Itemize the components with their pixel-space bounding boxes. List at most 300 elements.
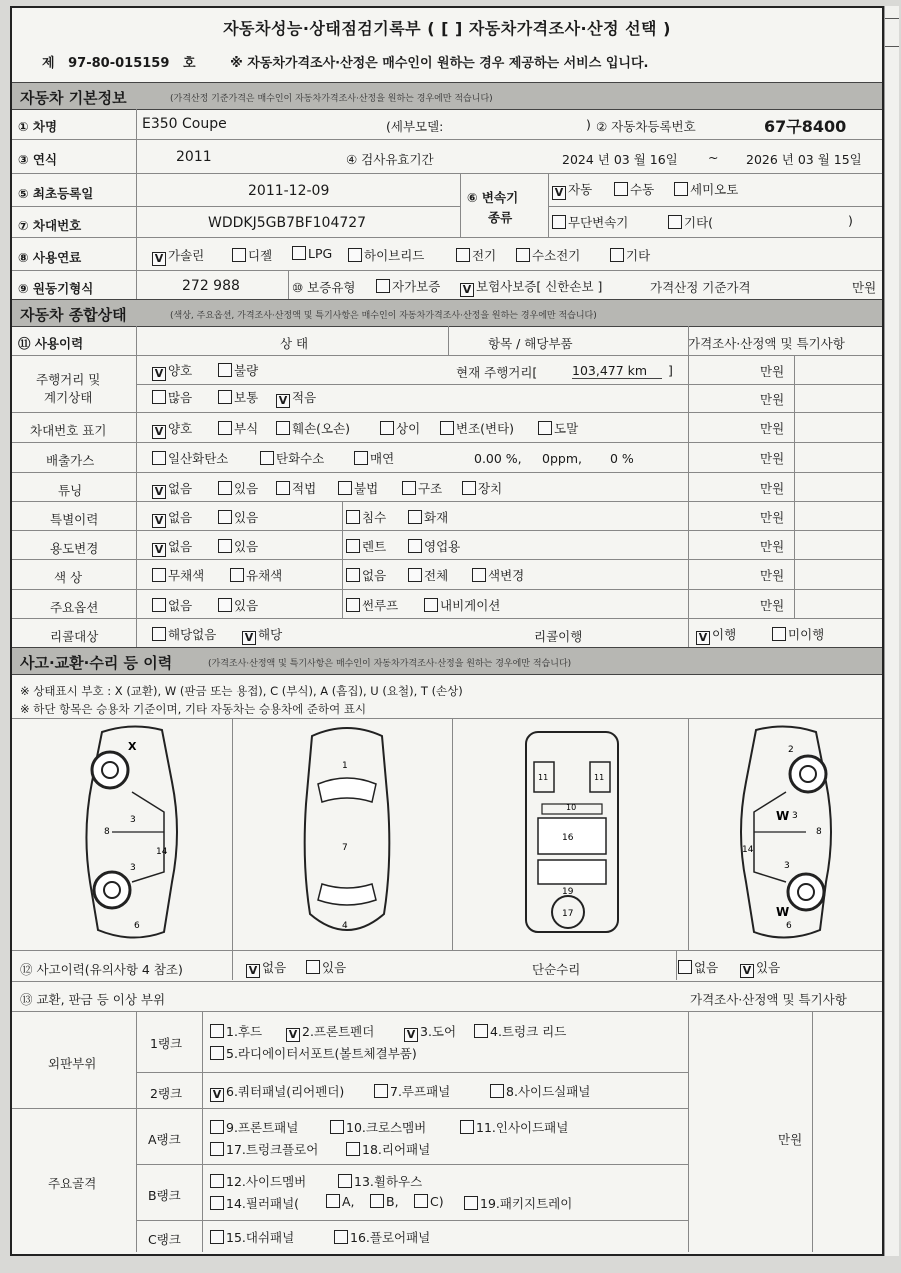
- color-chromatic[interactable]: [230, 566, 282, 584]
- mileage-normal[interactable]: [218, 388, 258, 406]
- status-symbol-legend: ※ 상태표시 부호 : X (교환), W (판금 또는 용접), C (부식), A (흠집), U (요철), T (손상): [20, 684, 463, 698]
- special-exists-label: 있음: [234, 510, 259, 525]
- trans-auto-label: 자동: [568, 182, 593, 197]
- color-none-label: 없음: [362, 568, 387, 583]
- options-navigation-checkbox[interactable]: [424, 598, 438, 612]
- trans-other-label: 기타(: [684, 215, 714, 230]
- warranty-self[interactable]: [376, 277, 440, 295]
- smoke-value: 0 %: [610, 451, 634, 466]
- use-change-rent-checkbox[interactable]: [346, 539, 360, 553]
- emission-co-checkbox[interactable]: [152, 451, 166, 465]
- recall-done[interactable]: [696, 625, 736, 645]
- use-change-none-checkbox[interactable]: V: [152, 543, 166, 557]
- special-fire-checkbox[interactable]: [408, 510, 422, 524]
- fuel-electric-label: 전기: [472, 248, 497, 263]
- fuel-lpg[interactable]: [292, 246, 332, 261]
- mileage-label-1: 주행거리 및: [36, 372, 101, 387]
- vin-mark-erased[interactable]: [538, 419, 578, 437]
- car-left-side-diagram: [72, 722, 192, 944]
- simple-repair-none-checkbox[interactable]: [678, 960, 692, 974]
- emission-smoke-checkbox[interactable]: [354, 451, 368, 465]
- color-change[interactable]: [472, 566, 524, 584]
- part-radiator-support[interactable]: [210, 1044, 417, 1062]
- fuel-electric[interactable]: [456, 246, 496, 264]
- fuel-electric-checkbox[interactable]: [456, 248, 470, 262]
- recall-none-checkbox[interactable]: [152, 627, 166, 641]
- part-pillar-panel-label: 14.필러패널(: [226, 1196, 300, 1211]
- part-pillar-panel-checkbox[interactable]: [210, 1196, 224, 1210]
- part-front-fender-checkbox[interactable]: V: [286, 1028, 300, 1042]
- color-whole-label: 전체: [424, 568, 449, 583]
- use-change-exists-checkbox[interactable]: [218, 539, 232, 553]
- tuning-structure-checkbox[interactable]: [402, 481, 416, 495]
- tuning-illegal-checkbox[interactable]: [338, 481, 352, 495]
- fuel-diesel[interactable]: [232, 246, 272, 264]
- recall-not-done-text: 미이행: [788, 627, 825, 642]
- row-first-reg: [12, 174, 882, 206]
- vin-mark-damage-checkbox[interactable]: [276, 421, 290, 435]
- part-radiator-support-checkbox[interactable]: [210, 1046, 224, 1060]
- part-pillar-b-checkbox[interactable]: [370, 1194, 384, 1208]
- trans-other-close: ): [848, 213, 853, 228]
- parts-price-unit: 만원: [778, 1132, 803, 1147]
- part-dash-panel-checkbox[interactable]: [210, 1230, 224, 1244]
- fuel-gasoline-checkbox[interactable]: V: [152, 252, 166, 266]
- part-dash-panel-label: 15.대쉬패널: [226, 1230, 295, 1245]
- fuel-hybrid-checkbox[interactable]: [348, 248, 362, 262]
- color-none[interactable]: [346, 566, 386, 584]
- reg-no: 67구8400: [764, 117, 847, 136]
- part-door[interactable]: [404, 1022, 456, 1042]
- diagram-label-3a: 3: [130, 815, 136, 825]
- accident-none-checkbox[interactable]: V: [246, 964, 260, 978]
- part-trunk-floor-label: 17.트렁크플로어: [226, 1142, 319, 1157]
- vin-mark-altered-label: 변조(변타): [456, 421, 515, 436]
- trans-semi-checkbox[interactable]: [674, 182, 688, 196]
- part-wheel-house-checkbox[interactable]: [338, 1174, 352, 1188]
- diagram-label-6: 6: [134, 921, 140, 931]
- simple-repair-label: 단순수리: [532, 962, 581, 977]
- main-frame-label: 주요골격: [48, 1176, 97, 1191]
- row-year: [12, 140, 882, 174]
- color-change-checkbox[interactable]: [472, 568, 486, 582]
- part-package-tray[interactable]: [464, 1194, 572, 1212]
- doc-no: 97-80-015159: [68, 56, 170, 71]
- color-achromatic-checkbox[interactable]: [152, 568, 166, 582]
- trans-manual-label: 수동: [630, 182, 655, 197]
- recall-not-done-checkbox[interactable]: [772, 627, 786, 641]
- use-change-none-label: 없음: [168, 539, 193, 554]
- mileage-few-checkbox[interactable]: V: [276, 394, 290, 408]
- mileage-good[interactable]: [152, 361, 192, 381]
- part-wheel-house-label: 13.휠하우스: [354, 1174, 423, 1189]
- next-page-edge: [884, 6, 899, 1256]
- fuel-lpg-checkbox[interactable]: [292, 246, 306, 260]
- recall-done-checkbox[interactable]: V: [696, 631, 710, 645]
- exchange-price-col: 가격조사·산정액 및 특기사항: [690, 992, 847, 1007]
- part-hood-checkbox[interactable]: [210, 1024, 224, 1038]
- part-trunk-floor[interactable]: [210, 1140, 318, 1158]
- use-change-business-label: 영업용: [424, 539, 461, 554]
- fuel-hydrogen-checkbox[interactable]: [516, 248, 530, 262]
- vin-mark-altered-checkbox[interactable]: [440, 421, 454, 435]
- part-floor-panel[interactable]: [334, 1228, 430, 1246]
- warranty-insurance-label: 보험사보증[ 신한손보 ]: [476, 279, 603, 294]
- warranty-insurance[interactable]: [460, 277, 602, 297]
- tuning-illegal-label: 불법: [354, 481, 379, 496]
- diagram-label-1: 1: [342, 761, 348, 771]
- car-frame-diagram: [512, 722, 632, 944]
- part-trunk-floor-checkbox[interactable]: [210, 1142, 224, 1156]
- part-pillar-c-checkbox[interactable]: [414, 1194, 428, 1208]
- warranty-self-label: 자가보증: [392, 279, 441, 294]
- part-pillar-a[interactable]: [326, 1194, 355, 1209]
- recall-yes-label: 해당: [258, 627, 283, 642]
- fuel-hybrid-label: 하이브리드: [364, 248, 425, 263]
- service-notice: ※ 자동차가격조사·산정은 매수인이 원하는 경우 제공하는 서비스 입니다.: [230, 56, 649, 71]
- part-inside-panel-checkbox[interactable]: [460, 1120, 474, 1134]
- tuning-exists[interactable]: [218, 479, 258, 497]
- part-inside-panel-label: 11.인사이드패널: [476, 1120, 569, 1135]
- diagram-label-4: 4: [342, 921, 348, 931]
- part-roof-panel[interactable]: [374, 1082, 450, 1100]
- mileage-bad[interactable]: [218, 361, 258, 379]
- part-pillar-c[interactable]: [414, 1194, 444, 1209]
- fuel-other[interactable]: [610, 246, 650, 264]
- vin-mark-corrode-label: 부식: [234, 421, 259, 436]
- special-exists[interactable]: [218, 508, 258, 526]
- accident-history-note: (가격조사·산정액 및 특기사항은 매수인이 자동차가격조사·산정을 원하는 경우에만 적습니다): [208, 659, 572, 669]
- emission-smoke[interactable]: [354, 449, 394, 467]
- tuning-device[interactable]: [462, 479, 502, 497]
- overall-status-note: (색상, 주요옵션, 가격조사·산정액 및 특기사항은 매수인이 자동차가격조사·산정을 원하는 경우에만 적습니다): [170, 311, 597, 321]
- transmission-label-1: ⑥ 변속기: [467, 190, 519, 205]
- part-quarter-panel-checkbox[interactable]: V: [210, 1088, 224, 1102]
- part-wheel-house[interactable]: [338, 1172, 422, 1190]
- part-front-fender-label: 2.프론트펜더: [302, 1024, 375, 1039]
- tuning-none[interactable]: [152, 479, 192, 499]
- vin-mark-unit: 만원: [760, 421, 785, 436]
- vin-mark-corrode[interactable]: [218, 419, 258, 437]
- diagram-label-11b: 11: [594, 773, 605, 782]
- color-achromatic[interactable]: [152, 566, 204, 584]
- color-label: 색 상: [54, 570, 83, 585]
- part-side-member[interactable]: [210, 1172, 306, 1190]
- use-change-business[interactable]: [408, 537, 460, 555]
- rank-b-label: B랭크: [148, 1188, 181, 1203]
- fuel-diesel-label: 디젤: [248, 248, 273, 263]
- accident-exists[interactable]: [306, 958, 346, 976]
- part-door-label: 3.도어: [420, 1024, 457, 1039]
- options-none[interactable]: [152, 596, 192, 614]
- tuning-exists-label: 있음: [234, 481, 259, 496]
- special-flood[interactable]: [346, 508, 386, 526]
- options-sunroof-checkbox[interactable]: [346, 598, 360, 612]
- part-side-sill-checkbox[interactable]: [490, 1084, 504, 1098]
- tuning-structure-label: 구조: [418, 481, 443, 496]
- first-reg-label: ⑤ 최초등록일: [18, 186, 94, 201]
- part-rear-panel-label: 18.리어패널: [362, 1142, 431, 1157]
- row-use-change: [12, 531, 882, 560]
- fuel-hydrogen[interactable]: [516, 246, 580, 264]
- trans-manual[interactable]: [614, 180, 654, 198]
- inspect-period-label: ④ 검사유효기간: [346, 152, 434, 167]
- part-rear-panel[interactable]: [346, 1140, 430, 1158]
- diagram-label-7: 7: [342, 843, 348, 853]
- vin-mark-label: 차대번호 표기: [30, 423, 107, 438]
- car-top-view-diagram: [292, 724, 402, 942]
- part-floor-panel-label: 16.플로어패널: [350, 1230, 431, 1245]
- emission-co-label: 일산화탄소: [168, 451, 229, 466]
- diagram-label-6b: 6: [786, 921, 792, 931]
- rank-c-label: C랭크: [148, 1232, 181, 1247]
- trans-auto-checkbox[interactable]: V: [552, 186, 566, 200]
- color-change-label: 색변경: [488, 568, 525, 583]
- diagram-label-11a: 11: [538, 773, 549, 782]
- part-pillar-panel[interactable]: [210, 1194, 299, 1212]
- recall-none[interactable]: [152, 625, 216, 643]
- emission-label: 배출가스: [46, 453, 95, 468]
- tuning-legal-checkbox[interactable]: [276, 481, 290, 495]
- part-hood[interactable]: [210, 1022, 262, 1040]
- trans-cvt-label: 무단변속기: [568, 215, 629, 230]
- vin-mark-mismatch-checkbox[interactable]: [380, 421, 394, 435]
- options-none-checkbox[interactable]: [152, 598, 166, 612]
- accident-history-header: [12, 647, 882, 675]
- co-value: 0.00 %,: [474, 451, 522, 466]
- options-unit: 만원: [760, 598, 785, 613]
- color-whole[interactable]: [408, 566, 448, 584]
- tuning-structure[interactable]: [402, 479, 442, 497]
- mileage-few[interactable]: [276, 388, 316, 408]
- part-front-fender[interactable]: [286, 1022, 374, 1042]
- part-trunk-lid-label: 4.트렁크 리드: [490, 1024, 567, 1039]
- part-front-panel-checkbox[interactable]: [210, 1120, 224, 1134]
- mileage-normal-checkbox[interactable]: [218, 390, 232, 404]
- recall-none-label: 해당없음: [168, 627, 217, 642]
- use-change-none[interactable]: [152, 537, 192, 557]
- part-rear-panel-checkbox[interactable]: [346, 1142, 360, 1156]
- options-exists[interactable]: [218, 596, 258, 614]
- color-chromatic-checkbox[interactable]: [230, 568, 244, 582]
- overall-status-title: 자동차 종합상태: [20, 306, 127, 324]
- mileage-good-label: 양호: [168, 363, 193, 378]
- use-change-unit: 만원: [760, 539, 785, 554]
- detail-model-label: (세부모델:: [386, 119, 444, 134]
- car-right-side-diagram: [726, 722, 846, 944]
- row-options: [12, 590, 882, 619]
- part-cross-member[interactable]: [330, 1118, 426, 1136]
- vin-mark-good-checkbox[interactable]: V: [152, 425, 166, 439]
- options-label: 주요옵션: [50, 600, 99, 615]
- tuning-exists-checkbox[interactable]: [218, 481, 232, 495]
- part-trunk-lid-checkbox[interactable]: [474, 1024, 488, 1038]
- exterior-label: 외판부위: [48, 1056, 97, 1071]
- use-history-label: ⑪ 사용이력: [18, 336, 84, 351]
- special-exists-checkbox[interactable]: [218, 510, 232, 524]
- tuning-label: 튜닝: [58, 483, 83, 498]
- options-sunroof[interactable]: [346, 596, 398, 614]
- vin-mark-good[interactable]: [152, 419, 192, 439]
- tuning-legal[interactable]: [276, 479, 316, 497]
- tuning-unit: 만원: [760, 481, 785, 496]
- part-dash-panel[interactable]: [210, 1228, 294, 1246]
- inspect-from: 2024 년 03 월 16일: [562, 152, 678, 167]
- engine: 272 988: [182, 278, 240, 294]
- part-radiator-support-label: 5.라디에이터서포트(볼트체결부품): [226, 1046, 417, 1061]
- col-item: 항목 / 해당부품: [488, 336, 573, 351]
- fuel-lpg-label: LPG: [308, 246, 333, 261]
- row-color: [12, 560, 882, 590]
- vin: WDDKJ5GB7BF104727: [208, 215, 367, 231]
- part-quarter-panel[interactable]: [210, 1082, 344, 1102]
- mileage-many-checkbox[interactable]: [152, 390, 166, 404]
- accident-none[interactable]: [246, 958, 286, 978]
- vin-mark-altered[interactable]: [440, 419, 514, 437]
- part-trunk-lid[interactable]: [474, 1022, 566, 1040]
- special-none-checkbox[interactable]: V: [152, 514, 166, 528]
- vin-mark-damage-label: 훼손(오손): [292, 421, 351, 436]
- transmission-label-2: 종류: [488, 210, 513, 225]
- simple-repair-exists[interactable]: [740, 958, 780, 978]
- mileage-bad-label: 불량: [234, 363, 259, 378]
- accident-exists-checkbox[interactable]: [306, 960, 320, 974]
- part-pillar-b[interactable]: [370, 1194, 399, 1209]
- exchange-label: ⑬ 교환, 판금 등 이상 부위: [20, 992, 166, 1007]
- row-vin: [12, 207, 460, 237]
- options-none-label: 없음: [168, 598, 193, 613]
- part-inside-panel[interactable]: [460, 1118, 568, 1136]
- diagram-label-10: 10: [566, 803, 577, 812]
- options-navigation[interactable]: [424, 596, 500, 614]
- part-cross-member-checkbox[interactable]: [330, 1120, 344, 1134]
- vin-mark-mismatch[interactable]: [380, 419, 420, 437]
- fuel-diesel-checkbox[interactable]: [232, 248, 246, 262]
- trans-auto[interactable]: [552, 180, 592, 200]
- inspect-to: 2026 년 03 월 15일: [746, 152, 862, 167]
- warranty-self-checkbox[interactable]: [376, 279, 390, 293]
- vin-mark-corrode-checkbox[interactable]: [218, 421, 232, 435]
- options-exists-checkbox[interactable]: [218, 598, 232, 612]
- passenger-car-note: ※ 하단 항목은 승용차 기준이며, 기타 자동차는 승용차에 준하여 표시: [20, 702, 367, 716]
- part-door-checkbox[interactable]: V: [404, 1028, 418, 1042]
- trans-semi[interactable]: [674, 180, 738, 198]
- emission-co[interactable]: [152, 449, 228, 467]
- vin-mark-erased-checkbox[interactable]: [538, 421, 552, 435]
- color-whole-checkbox[interactable]: [408, 568, 422, 582]
- use-change-rent-label: 렌트: [362, 539, 387, 554]
- recall-yes[interactable]: [242, 625, 282, 645]
- document-title: 자동차성능·상태점검기록부 ( [ ] 자동차가격조사·산정 선택 ): [223, 19, 671, 38]
- diagram-label-8: 8: [104, 827, 110, 837]
- emission-hc-checkbox[interactable]: [260, 451, 274, 465]
- year: 2011: [176, 149, 212, 165]
- fuel-gasoline[interactable]: [152, 246, 204, 266]
- current-mileage-label: 현재 주행거리[: [456, 365, 538, 380]
- row-vin-mark: [12, 413, 882, 443]
- col-price: 가격조사·산정액 및 특기사항: [688, 336, 845, 351]
- part-pillar-c-label: C): [430, 1194, 444, 1209]
- part-floor-panel-checkbox[interactable]: [334, 1230, 348, 1244]
- recall-done-label: 리콜이행: [534, 629, 583, 644]
- simple-repair-none-label: 없음: [694, 960, 719, 975]
- trans-manual-checkbox[interactable]: [614, 182, 628, 196]
- fuel-other-checkbox[interactable]: [610, 248, 624, 262]
- accident-history-title: 사고·교환·수리 등 이력: [20, 654, 173, 672]
- row-recall: [12, 619, 882, 647]
- use-change-business-checkbox[interactable]: [408, 539, 422, 553]
- vin-mark-erased-label: 도말: [554, 421, 579, 436]
- warranty-insurance-checkbox[interactable]: V: [460, 283, 474, 297]
- recall-not-done[interactable]: [772, 625, 824, 643]
- use-change-rent[interactable]: [346, 537, 386, 555]
- trans-cvt[interactable]: [552, 213, 628, 231]
- col-state: 상 태: [280, 336, 309, 351]
- tuning-illegal[interactable]: [338, 479, 378, 497]
- diagram-mark-w-quarter: W: [776, 905, 790, 919]
- tuning-none-checkbox[interactable]: V: [152, 485, 166, 499]
- recall-yes-checkbox[interactable]: V: [242, 631, 256, 645]
- part-pillar-a-checkbox[interactable]: [326, 1194, 340, 1208]
- basic-info-note: (가격산정 기준가격은 매수인이 자동차가격조사·산정을 원하는 경우에만 적습니다): [170, 94, 493, 104]
- simple-repair-none[interactable]: [678, 958, 718, 976]
- mileage-many[interactable]: [152, 388, 192, 406]
- first-reg: 2011-12-09: [248, 183, 330, 199]
- price-base-unit: 만원: [852, 280, 877, 295]
- simple-repair-exists-label: 있음: [756, 960, 781, 975]
- tuning-device-checkbox[interactable]: [462, 481, 476, 495]
- trans-other[interactable]: [668, 213, 713, 231]
- mileage-bad-checkbox[interactable]: [218, 363, 232, 377]
- mileage-normal-label: 보통: [234, 390, 259, 405]
- row-engine: [12, 271, 882, 299]
- diagram-label-2: 2: [788, 745, 794, 755]
- diagram-label-17: 17: [562, 909, 574, 919]
- rank-2-label: 2랭크: [150, 1086, 183, 1101]
- trans-other-checkbox[interactable]: [668, 215, 682, 229]
- fuel-hybrid[interactable]: [348, 246, 424, 264]
- part-front-panel[interactable]: [210, 1118, 298, 1136]
- color-chromatic-label: 유채색: [246, 568, 283, 583]
- tuning-none-label: 없음: [168, 481, 193, 496]
- recall-label: 리콜대상: [50, 629, 99, 644]
- accident-label: ⑫ 사고이력(유의사항 4 참조): [20, 962, 183, 977]
- part-roof-panel-label: 7.루프패널: [390, 1084, 451, 1099]
- part-side-sill[interactable]: [490, 1082, 590, 1100]
- diagram-label-8b: 8: [816, 827, 822, 837]
- trans-cvt-checkbox[interactable]: [552, 215, 566, 229]
- doc-no-suffix: 호: [182, 56, 196, 71]
- emission-hc[interactable]: [260, 449, 324, 467]
- use-change-exists[interactable]: [218, 537, 258, 555]
- trans-semi-label: 세미오토: [690, 182, 739, 197]
- part-roof-panel-checkbox[interactable]: [374, 1084, 388, 1098]
- mileage-good-checkbox[interactable]: V: [152, 367, 166, 381]
- vin-label: ⑦ 차대번호: [18, 218, 82, 233]
- mileage-many-label: 많음: [168, 390, 193, 405]
- color-none-checkbox[interactable]: [346, 568, 360, 582]
- vin-mark-damage[interactable]: [276, 419, 350, 437]
- part-package-tray-checkbox[interactable]: [464, 1196, 478, 1210]
- accident-exists-label: 있음: [322, 960, 347, 975]
- special-fire[interactable]: [408, 508, 448, 526]
- simple-repair-exists-checkbox[interactable]: V: [740, 964, 754, 978]
- options-sunroof-label: 썬루프: [362, 598, 399, 613]
- special-flood-checkbox[interactable]: [346, 510, 360, 524]
- special-none[interactable]: [152, 508, 192, 528]
- basic-info-title: 자동차 기본정보: [20, 89, 127, 107]
- part-side-member-checkbox[interactable]: [210, 1174, 224, 1188]
